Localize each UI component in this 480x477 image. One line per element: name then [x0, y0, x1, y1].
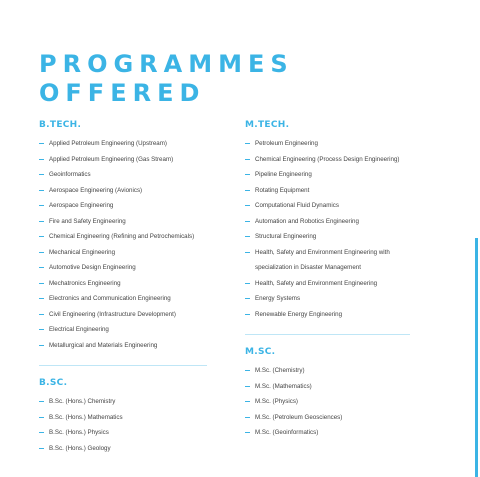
list-item: Health, Safety and Environment Engineering with: [245, 245, 420, 261]
bsc-list: [39, 394, 214, 456]
dash-icon: [245, 417, 250, 418]
dash-icon: [39, 236, 44, 237]
dash-icon: [245, 174, 250, 175]
dash-icon: [245, 401, 250, 402]
btech-heading: B.TECH.: [39, 120, 82, 130]
list-item: Structural Engineering: [245, 229, 420, 245]
list-item: Applied Petroleum Engineering (Gas Stream): [39, 152, 214, 168]
dash-icon: [245, 370, 250, 371]
left-column: [39, 118, 214, 456]
dash-icon: [39, 448, 44, 449]
bsc-heading: B.SC.: [39, 378, 68, 388]
list-item: B.Sc. (Hons.) Chemistry: [39, 394, 214, 410]
list-item: Renewable Energy Engineering: [245, 307, 420, 323]
btech-list: [39, 136, 214, 353]
dash-icon: [245, 143, 250, 144]
dash-icon: [39, 252, 44, 253]
list-item: Electrical Engineering: [39, 322, 214, 338]
dash-icon: [245, 298, 250, 299]
dash-icon: [39, 345, 44, 346]
list-item: Civil Engineering (Infrastructure Development): [39, 307, 214, 323]
list-item: Mechatronics Engineering: [39, 276, 214, 292]
dash-icon: [245, 283, 250, 284]
list-item: Energy Systems: [245, 291, 420, 307]
mtech-list: [245, 136, 420, 322]
list-item: B.Sc. (Hons.) Geology: [39, 441, 214, 457]
dash-icon: [39, 143, 44, 144]
list-item: Rotating Equipment: [245, 183, 420, 199]
section-divider: [245, 334, 410, 335]
list-item: Automation and Robotics Engineering: [245, 214, 420, 230]
dash-icon: [245, 314, 250, 315]
list-item: Metallurgical and Materials Engineering: [39, 338, 214, 354]
dash-icon: [245, 205, 250, 206]
dash-icon: [39, 174, 44, 175]
list-item: M.Sc. (Chemistry): [245, 363, 420, 379]
dash-icon: [39, 417, 44, 418]
list-item: Aerospace Engineering (Avionics): [39, 183, 214, 199]
list-item: Mechanical Engineering: [39, 245, 214, 261]
title-line-1: PROGRAMMES: [39, 50, 294, 78]
dash-icon: [39, 314, 44, 315]
list-item: M.Sc. (Physics): [245, 394, 420, 410]
msc-list: [245, 363, 420, 441]
list-item: Computational Fluid Dynamics: [245, 198, 420, 214]
dash-icon: [39, 432, 44, 433]
list-item: Petroleum Engineering: [245, 136, 420, 152]
list-item: B.Sc. (Hons.) Physics: [39, 425, 214, 441]
list-item: Chemical Engineering (Process Design Engineering): [245, 152, 420, 168]
msc-heading: M.SC.: [245, 347, 276, 357]
section-divider: [39, 365, 207, 366]
dash-icon: [245, 432, 250, 433]
accent-bar: [475, 238, 478, 477]
right-column: [245, 118, 420, 441]
list-item: Geoinformatics: [39, 167, 214, 183]
dash-icon: [245, 221, 250, 222]
title-line-2: OFFERED: [39, 79, 206, 107]
list-item-continuation: specialization in Disaster Management: [255, 264, 361, 271]
dash-icon: [39, 190, 44, 191]
page-title: [39, 50, 294, 108]
list-item: Pipeline Engineering: [245, 167, 420, 183]
list-item: M.Sc. (Petroleum Geosciences): [245, 410, 420, 426]
dash-icon: [39, 205, 44, 206]
list-item: Aerospace Engineering: [39, 198, 214, 214]
dash-icon: [245, 190, 250, 191]
dash-icon: [39, 298, 44, 299]
dash-icon: [39, 283, 44, 284]
dash-icon: [245, 236, 250, 237]
dash-icon: [245, 159, 250, 160]
list-item: Electronics and Communication Engineering: [39, 291, 214, 307]
list-item: Automotive Design Engineering: [39, 260, 214, 276]
list-item: Chemical Engineering (Refining and Petrochemicals): [39, 229, 214, 245]
list-item: Health, Safety and Environment Engineering: [245, 276, 420, 292]
dash-icon: [39, 221, 44, 222]
dash-icon: [39, 329, 44, 330]
list-item: B.Sc. (Hons.) Mathematics: [39, 410, 214, 426]
dash-icon: [39, 267, 44, 268]
list-item: M.Sc. (Mathematics): [245, 379, 420, 395]
dash-icon: [245, 252, 250, 253]
dash-icon: [39, 159, 44, 160]
mtech-heading: M.TECH.: [245, 120, 290, 130]
dash-icon: [39, 401, 44, 402]
list-item: M.Sc. (Geoinformatics): [245, 425, 420, 441]
dash-icon: [245, 386, 250, 387]
list-item: Fire and Safety Engineering: [39, 214, 214, 230]
list-item: Applied Petroleum Engineering (Upstream): [39, 136, 214, 152]
